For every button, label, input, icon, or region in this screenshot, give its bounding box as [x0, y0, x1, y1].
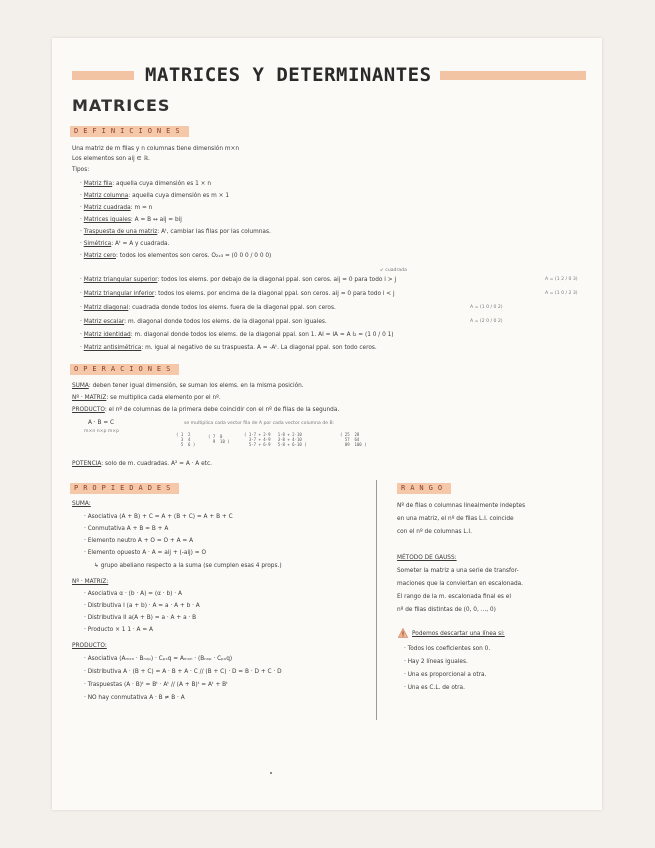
def-side-example: A = (1 0 / 0 2) [470, 305, 503, 310]
prop-suma-title: SUMA: [72, 501, 91, 507]
prop-item: · Asociativa (A + B) + C = A + (B + C) = A + B + C [84, 514, 233, 520]
def-item: · Matriz identidad: m. diagonal donde todos los elems. de la diagonal ppal. son 1. AI = IA = A I₂ = (1 0 / 0 1) [80, 332, 394, 338]
tipos-label: Tipos: [72, 167, 90, 173]
heading-rango: RANGO [397, 483, 451, 494]
rango-line: Nº de filas o columnas linealmente indeptes [397, 503, 526, 509]
matrix-example-result: ( 25 28 57 64 89 100 ) [340, 432, 367, 447]
matrix-example-b: ( 7 8 9 10 ) [208, 434, 230, 444]
heading-definiciones: DEFINICIONES [70, 126, 189, 137]
descartar-item: · Una es C.L. de otra. [404, 685, 465, 691]
def-item: · Matriz escalar: m. diagonal donde todos los elems. de la diagonal ppal. son iguales. [80, 319, 327, 325]
op-potencia: POTENCIA: solo de m. cuadradas. A² = A · A etc. [72, 461, 212, 467]
intro-line-2: Los elementos son aij ∈ ℝ. [72, 156, 150, 162]
op-product-rule: se multiplica cada vector fila de A por cada vector columna de B: [184, 421, 335, 426]
heading-operaciones: OPERACIONES [70, 364, 179, 375]
op-suma: SUMA: deben tener igual dimensión, se suman los elems. en la misma posición. [72, 383, 304, 389]
prop-item: · Elemento opuesto A · A = aij + (-aij) = O [84, 550, 207, 556]
prop-item: · NO hay conmutativa A · B ≠ B · A [84, 695, 185, 701]
rango-line: en una matriz, el nº de filas L.I. coincide [397, 516, 514, 522]
heading-propiedades: PROPIEDADES [70, 483, 179, 494]
prop-item: · Asociativa α · (b · A) = (α · b) · A [84, 591, 182, 597]
gauss-line: nº de filas distintas de (0, 0, ..., 0) [397, 607, 496, 613]
def-item: · Matriz antisimétrica: m. igual al negativo de su traspuesta. A = -Aᵗ. La diagonal ppal. son todo ceros. [80, 345, 377, 351]
op-dims: A · B = C [88, 420, 115, 426]
def-item: · Matriz diagonal: cuadrada donde todos los elems. fuera de la diagonal ppal. son ceros. [80, 305, 336, 311]
column-divider [376, 480, 377, 720]
annotation-cuadrada: ↙ cuadrada [380, 268, 407, 273]
descartar-item: · Hay 2 líneas iguales. [404, 659, 468, 665]
def-side-example: A = (2 0 / 0 2) [470, 319, 503, 324]
prop-item: · Elemento neutro A + O = O + A = A [84, 538, 194, 544]
gauss-line: El rango de la m. escalonada final es el [397, 594, 511, 600]
prop-item: · Distributiva I (a + b) · A = a · A + b · A [84, 603, 200, 609]
def-item: · Matrices iguales: A = B ↔ aij = bij [80, 217, 182, 223]
def-item: · Matriz columna: aquella cuya dimensión es m × 1 [80, 193, 230, 199]
def-item: · Matriz fila: aquella cuya dimensión es 1 × n [80, 181, 211, 187]
gauss-line: Someter la matriz a una serie de transfor- [397, 568, 519, 574]
prop-item: · Producto × 1 1 · A = A [84, 627, 154, 633]
matrix-example-steps: ( 1·7 + 2·9 1·8 + 2·10 3·7 + 4·9 3·8 + 4·10 5·7 + 6·9 5·8 + 6·10 ) [244, 432, 307, 447]
def-item: · Matriz triangular superior: todos los elems. por debajo de la diagonal ppal. son ceros. aij = 0 para todo i > j [80, 277, 397, 283]
title-highlight-left [72, 71, 134, 80]
op-dims-sub: m×n n×p m×p [84, 429, 120, 434]
rango-line: con el nº de columnas L.I. [397, 529, 472, 535]
def-side-example: A = (1 0 / 2 3) [545, 291, 578, 296]
prop-item: · Conmutativa A + B = B + A [84, 526, 169, 532]
prop-item: · Distributiva A · (B + C) = A · B + A · C // (B + C) · D = B · D + C · D [84, 669, 282, 675]
warning-icon [398, 628, 408, 638]
def-item: · Traspuesta de una matriz: Aᵗ, cambiar las filas por las columnas. [80, 229, 271, 235]
intro-line-1: Una matriz de m filas y n columnas tiene dimensión m×n [72, 146, 240, 152]
gauss-line: maciones que la conviertan en escalonada. [397, 581, 524, 587]
prop-item: · Distributiva II a(A + B) = a · A + a · B [84, 615, 197, 621]
prop-item: · Traspuestas (A · B)ᵗ = Bᵗ · Aᵗ // (A + B)ᵗ = Aᵗ + Bᵗ [84, 682, 228, 688]
def-item: · Matriz cero: todos los elementos son ceros. O₂ₓ₃ = (0 0 0 / 0 0 0) [80, 253, 272, 259]
prop-grupo-abeliano: ↳ grupo abeliano respecto a la suma (se cumplen esas 4 props.) [94, 563, 282, 569]
section-title-matrices: MATRICES [72, 96, 171, 115]
page-dot [270, 772, 272, 774]
op-numero-matriz: Nº · MATRIZ: se multiplica cada elemento por el nº. [72, 395, 221, 401]
gauss-title: MÉTODO DE GAUSS: [397, 555, 457, 561]
page-title: MATRICES Y DETERMINANTES [145, 64, 432, 86]
def-side-example: A = (1 2 / 0 3) [545, 277, 578, 282]
matrix-example-a: ( 1 2 3 4 5 6 ) [176, 432, 196, 447]
def-item: · Matriz triangular inferior: todos los elems. por encima de la diagonal ppal. son ceros. aij = 0 para todo i < j [80, 291, 395, 297]
descartar-item: · Una es proporcional a otra. [404, 672, 487, 678]
prop-num-title: Nº · MATRIZ: [72, 579, 109, 585]
def-item: · Matriz cuadrada: m = n [80, 205, 153, 211]
descartar-item: · Todos los coeficientes son 0. [404, 646, 491, 652]
prop-prod-title: PRODUCTO: [72, 643, 107, 649]
prop-item: · Asociativa (Aₘₓₙ · Bₙₓₚ) · Cₚₓq = Aₘₓₙ · (Bₙₓₚ · Cₚₓq) [84, 656, 233, 662]
descartar-title: Podemos descartar una línea si: [412, 631, 505, 637]
title-highlight-right [440, 71, 586, 80]
op-producto: PRODUCTO: el nº de columnas de la primera debe coincidir con el nº de filas de la segunda. [72, 407, 340, 413]
def-item: · Simétrica: Aᵗ = A y cuadrada. [80, 241, 170, 247]
